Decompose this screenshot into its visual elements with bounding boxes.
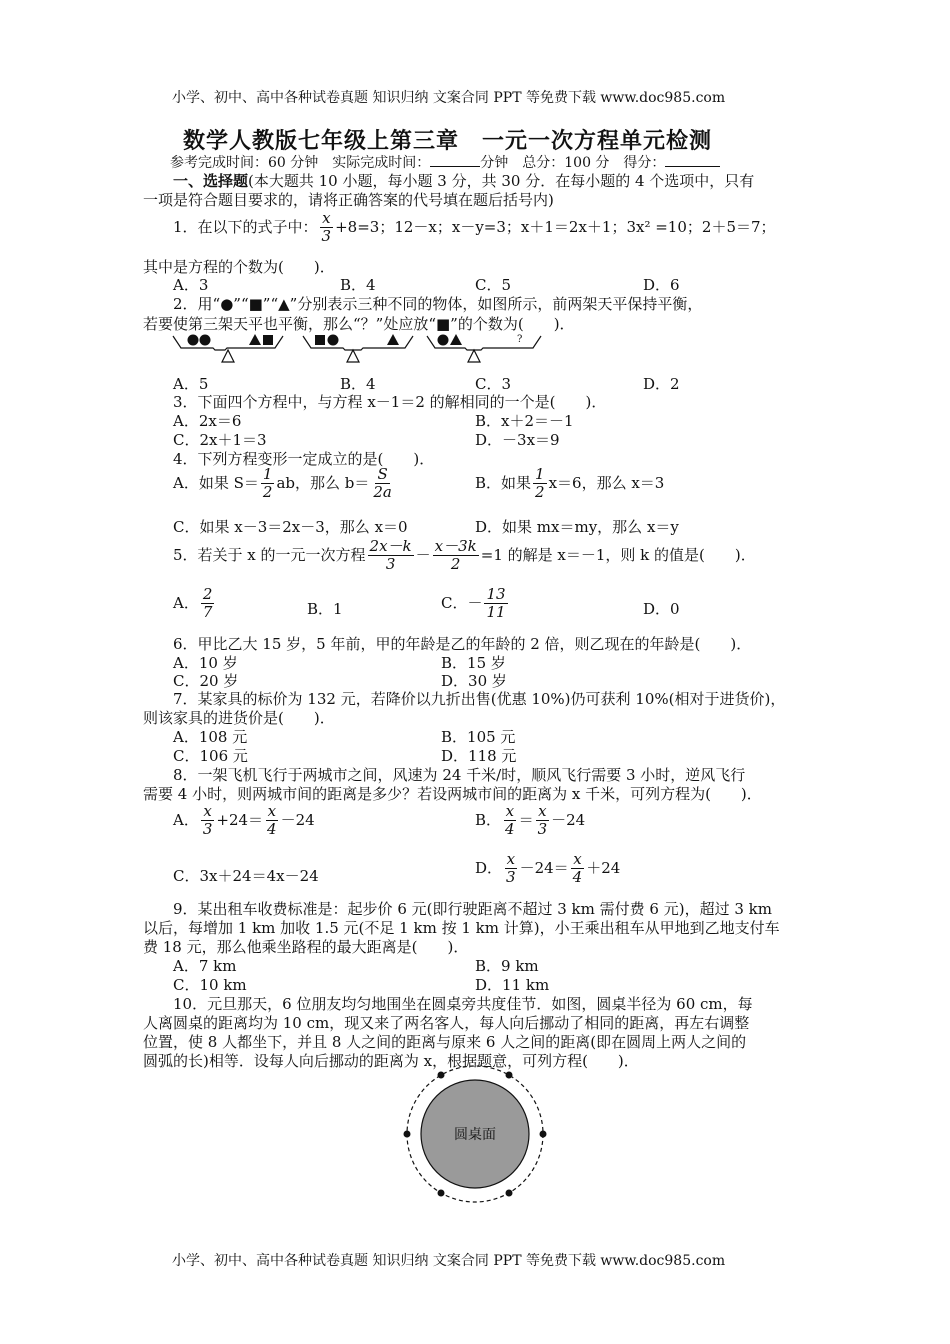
q9-option-a: A．7 km	[173, 957, 237, 975]
q10-line3: 位置，使 8 人都坐下，并且 8 人之间的距离与原来 6 人之间的距离(即在圆周上两人之间的	[143, 1033, 747, 1051]
q9-line3: 费 18 元，那么他乘坐路程的最大距离是( )．	[143, 938, 469, 956]
q2-line2: 若要使第三架天平也平衡，那么“？”处应放“■”的个数为( )．	[143, 315, 575, 333]
page-footer: 小学、初中、高中各种试卷真题 知识归纳 文案合同 PPT 等免费下载 www.doc985.com	[172, 1253, 726, 1269]
seat-dot	[540, 1131, 547, 1138]
actual-time-blank[interactable]	[430, 152, 480, 167]
q4-option-a: A．如果 S＝ $\frac{1}{2}$ ab，那么 b＝ $\frac{S}{2a}$	[173, 465, 392, 502]
q8-option-d: D． $\frac{x}{3}$ －24＝ $\frac{x}{4}$ ＋24	[475, 850, 621, 887]
fraction-1-over-2: $\frac{1}{2}$	[262, 465, 273, 502]
score-blank[interactable]	[665, 152, 720, 167]
section-line1: 一、选择题(本大题共 10 小题，每小题 3 分，共 30 分．在每小题的 4 个选项中，只有	[173, 172, 755, 190]
seat-dot	[506, 1190, 513, 1197]
q2-option-b: B．4	[340, 375, 376, 393]
page-title: 数学人教版七年级上第三章 一元一次方程单元检测	[183, 128, 713, 154]
fraction-s-over-2a: $\frac{S}{2a}$	[373, 465, 392, 502]
q1-line2: 其中是方程的个数为( )．	[143, 258, 335, 276]
question-mark: ?	[517, 334, 523, 345]
q4-option-c: C．如果 x－3＝2x－3，那么 x＝0	[173, 518, 408, 536]
q7-option-d: D．118 元	[441, 747, 517, 765]
q9-line2: 以后，每增加 1 km 加收 1.5 元(不足 1 km 按 1 km 计算)，小王乘出租车从甲地到乙地支付车	[143, 919, 780, 937]
page-header: 小学、初中、高中各种试卷真题 知识归纳 文案合同 PPT 等免费下载 www.doc985.com	[172, 90, 726, 106]
round-table-figure	[398, 1064, 552, 1204]
q8-option-c: C．3x＋24＝4x－24	[173, 867, 319, 885]
q8-line2: 需要 4 小时，则两城市间的距离是多少？若设两城市间的距离为 x 千米，可列方程为( )．	[143, 785, 762, 803]
q2-option-c: C．3	[475, 375, 512, 393]
q10-line1: 10．元旦那天，6 位朋友均匀地围坐在圆桌旁共度佳节．如图，圆桌半径为 60 cm，每	[173, 995, 753, 1013]
circle-weight-icon	[188, 335, 199, 346]
q2-option-a: A．5	[173, 375, 209, 393]
q7-line2: 则该家具的进货价是( )．	[143, 709, 335, 727]
square-weight-icon	[263, 335, 273, 345]
q2-option-d: D．2	[643, 375, 680, 393]
q6-option-c: C．20 岁	[173, 672, 239, 690]
circle-weight-icon	[328, 335, 339, 346]
section-line2: 一项是符合题目要求的，请将正确答案的代号填在题后括号内)	[143, 191, 554, 209]
seat-dot	[438, 1072, 445, 1079]
q3-option-b: B．x＋2＝－1	[475, 412, 574, 430]
fraction-x-over-3: $\frac{x}{3}$	[321, 209, 332, 246]
q9-line1: 9．某出租车收费标准是：起步价 6 元(即行驶距离不超过 3 km 需付费 6 元)，超过 3 km	[173, 900, 772, 918]
seat-dot	[506, 1072, 513, 1079]
q4-option-d: D．如果 mx＝my，那么 x＝y	[475, 518, 679, 536]
q6-option-a: A．10 岁	[173, 654, 238, 672]
seat-dot	[438, 1190, 445, 1197]
q3-option-c: C．2x＋1＝3	[173, 431, 267, 449]
triangle-weight-icon	[387, 334, 399, 345]
ref-time: 参考完成时间：60 分钟 实际完成时间：	[170, 155, 431, 171]
q6-line1: 6．甲比乙大 15 岁，5 年前，甲的年龄是乙的年龄的 2 倍，则乙现在的年龄是( )．	[173, 635, 752, 653]
q1-option-d: D．6	[643, 276, 680, 294]
fraction-q5-1: $\frac{2x-k}{3}$	[369, 537, 412, 574]
q9-option-c: C．10 km	[173, 976, 247, 994]
circle-weight-icon	[200, 335, 211, 346]
circle-weight-icon	[438, 335, 449, 346]
q9-option-d: D．11 km	[475, 976, 550, 994]
q9-option-b: B．9 km	[475, 957, 539, 975]
fraction-q5-2: $\frac{x-3k}{2}$	[434, 537, 477, 574]
q5-option-d: D．0	[643, 600, 680, 618]
q1-option-b: B．4	[340, 276, 376, 294]
triangle-weight-icon	[249, 334, 261, 345]
q7-option-a: A．108 元	[173, 728, 248, 746]
q5-line1: 5．若关于 x 的一元一次方程 $\frac{2x-k}{3}$ － $\frac{x-3k}{2}$ =1 的解是 x＝－1，则 k 的值是( )．	[173, 537, 756, 574]
q1-option-a: A．3	[173, 276, 209, 294]
balance-scales-figure	[165, 328, 555, 370]
table-label: 圆桌面	[454, 1127, 496, 1143]
q10-line2: 人离圆桌的距离均为 10 cm，现又来了两名客人，每人向后挪动了相同的距离，再左右调整	[143, 1014, 750, 1032]
q8-option-a: A． $\frac{x}{3}$ +24＝ $\frac{x}{4}$ －24	[173, 802, 315, 839]
q6-option-d: D．30 岁	[441, 672, 507, 690]
q2-line1: 2．用“●”“■”“▲”分别表示三种不同的物体，如图所示，前两架天平保持平衡，	[173, 295, 703, 313]
exam-info	[170, 152, 720, 172]
seat-dot	[404, 1131, 411, 1138]
q7-option-b: B．105 元	[441, 728, 516, 746]
q5-option-a: A． $\frac{2}{7}$	[173, 585, 213, 622]
q3-line1: 3．下面四个方程中，与方程 x－1＝2 的解相同的一个是( )．	[173, 393, 607, 411]
score-info: 分钟 总分：100 分 得分：	[480, 155, 666, 171]
q3-option-a: A．2x＝6	[173, 412, 242, 430]
q5-option-b: B．1	[307, 600, 343, 618]
fraction-1-over-2: $\frac{1}{2}$	[535, 465, 545, 502]
q4-line1: 4．下列方程变形一定成立的是( )．	[173, 450, 435, 468]
q4-option-b: B．如果 $\frac{1}{2}$ x＝6，那么 x＝3	[475, 465, 665, 502]
section-heading: 一、选择题	[173, 172, 249, 190]
square-weight-icon	[315, 335, 325, 345]
q8-option-b: B． $\frac{x}{4}$ ＝ $\frac{x}{3}$ －24	[475, 802, 586, 839]
q3-option-d: D．－3x＝9	[475, 431, 560, 449]
q1-option-c: C．5	[475, 276, 512, 294]
q6-option-b: B．15 岁	[441, 654, 506, 672]
q1-line1: 1．在以下的式子中： $\frac{x}{3}$ +8=3；12－x；x－y=3；x＋1＝2x＋1；3x² =10；2＋5＝7；	[173, 209, 776, 246]
triangle-weight-icon	[450, 334, 462, 345]
q7-line1: 7．某家具的标价为 132 元，若降价以九折出售(优惠 10%)仍可获利 10%(相对于进货价)，	[173, 690, 786, 708]
q8-line1: 8．一架飞机飞行于两城市之间，风速为 24 千米/时，顺风飞行需要 3 小时，逆风飞行	[173, 766, 746, 784]
q5-option-c: C．－ $\frac{13}{11}$	[441, 585, 506, 622]
q7-option-c: C．106 元	[173, 747, 248, 765]
q10-line4: 圆弧的长)相等．设每人向后挪动的距离为 x，根据题意，可列方程( )．	[143, 1052, 639, 1070]
